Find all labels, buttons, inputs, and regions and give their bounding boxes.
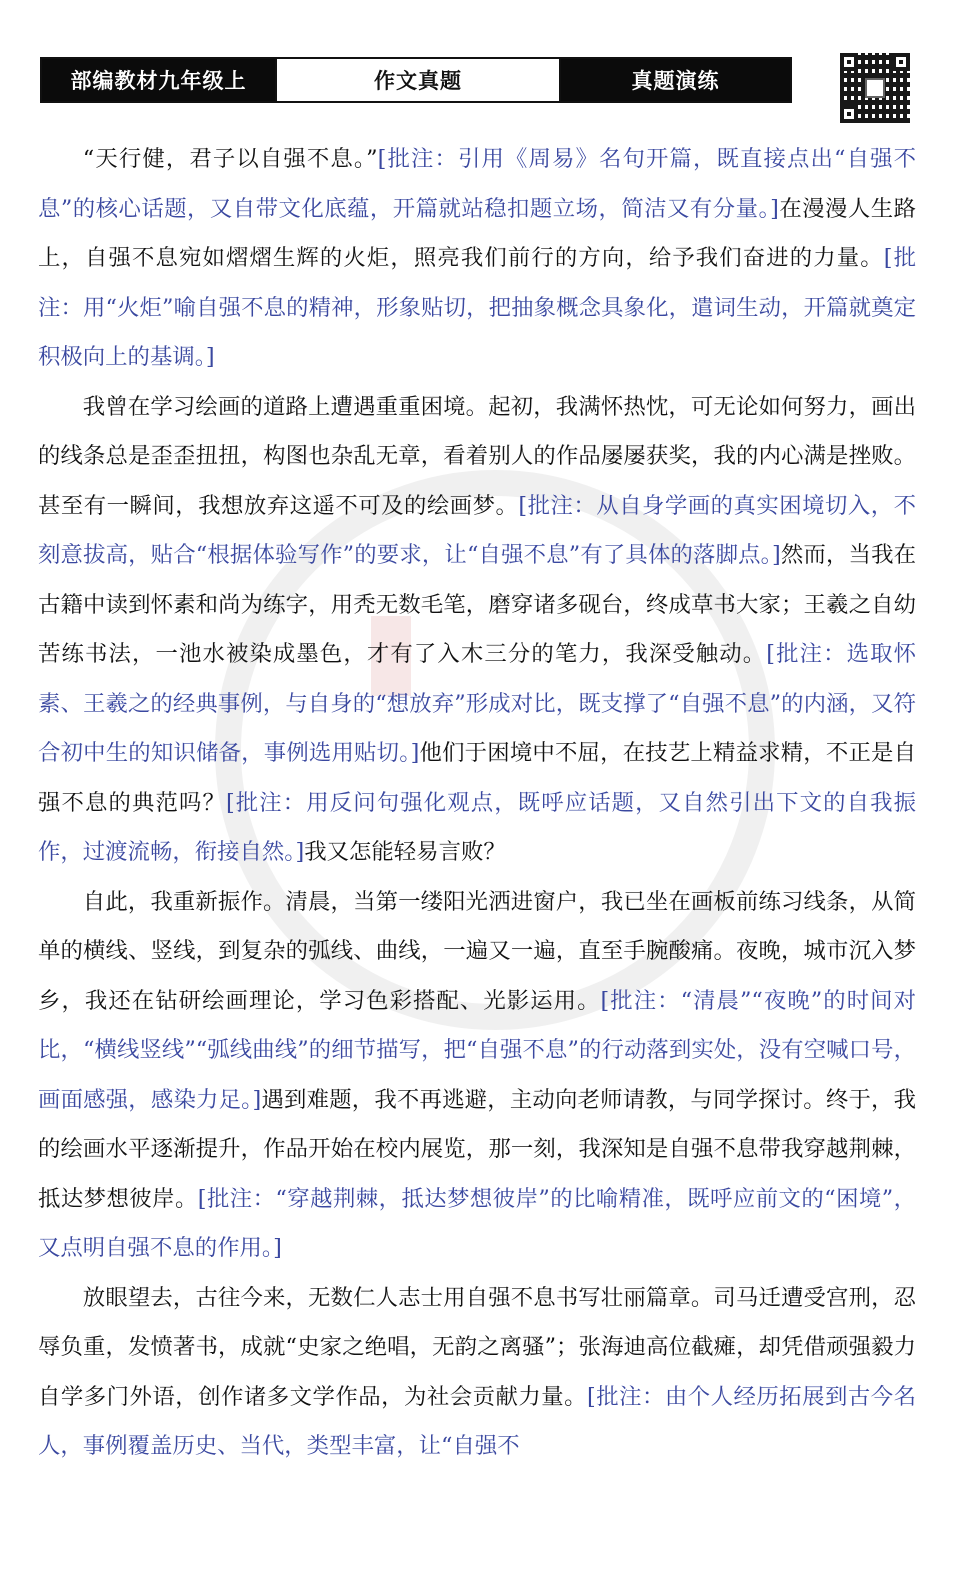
essay-text: 我又怎能轻易言败？ [304, 839, 506, 865]
essay-text: 他们于困境中不屈，在技艺上精益求精，不正是自强不息的典范吗？ [38, 740, 916, 816]
qr-logo-icon [865, 78, 885, 98]
annotation-note: [批注：引用《周易》名句开篇，既直接点出“自强不息”的核心话题，又自带文化底蕴，开篇就站稳扣题立场，简洁又有分量。] [38, 146, 916, 222]
annotation-note: [批注：选取怀素、王羲之的经典事例，与自身的“想放弃”形成对比，既支撑了“自强不息”的内涵，又符合初中生的知识储备，事例选用贴切。] [38, 641, 916, 766]
essay-paragraph [38, 135, 916, 383]
annotation-note: [批注：“清晨”“夜晚”的时间对比，“横线竖线”“弧线曲线”的细节描写，把“自强不息”的行动落到实处，没有空喊口号，画面感强，感染力足。] [38, 987, 916, 1113]
essay-text: “天行健，君子以自强不息。” [82, 146, 378, 172]
essay-text: 在漫漫人生路上，自强不息宛如熠熠生辉的火炬，照亮我们前行的方向，给予我们奋进的力量。 [38, 195, 916, 271]
header-grade-label: 部编教材九年级上 [42, 59, 275, 101]
annotation-note: [批注：用反问句强化观点，既呼应话题，又自然引出下文的自我振作，过渡流畅，衔接自然。] [38, 789, 916, 865]
qr-finder-icon [892, 53, 910, 71]
essay-text: 然而，当我在古籍中读到怀素和尚为练字，用秃无数毛笔，磨穿诸多砚台，终成草书大家；王羲之自幼苦练书法，一池水被染成墨色，才有了入木三分的笔力，我深受触动。 [38, 542, 917, 667]
essay-body [38, 135, 916, 1472]
annotation-note: [批注：用“火炬”喻自强不息的精神，形象贴切，把抽象概念具象化，遣词生动，开篇就奠定积极向上的基调。] [38, 245, 916, 370]
essay-paragraph [38, 383, 916, 878]
header-practice-label: 真题演练 [561, 59, 790, 101]
qr-finder-icon [840, 105, 858, 123]
qr-finder-icon [840, 53, 858, 71]
header-topic-label: 作文真题 [275, 59, 561, 101]
essay-paragraph [38, 878, 916, 1274]
essay-text: 遇到难题，我不再逃避，主动向老师请教，与同学探讨。终于，我的绘画水平逐渐提升，作品开始在校内展览，那一刻，我深知是自强不息带我穿越荆棘，抵达梦想彼岸。 [38, 1086, 916, 1212]
essay-text: 我曾在学习绘画的道路上遭遇重重困境。起初，我满怀热忱，可无论如何努力，画出的线条总是歪歪扭扭，构图也杂乱无章，看着别人的作品屡屡获奖，我的内心满是挫败。甚至有一瞬间，我想放弃这遥不可及的绘画梦。 [38, 393, 916, 519]
header-bar [40, 57, 792, 103]
qr-code-icon[interactable] [840, 53, 910, 123]
essay-text: 放眼望去，古往今来，无数仁人志士用自强不息书写壮丽篇章。司马迁遭受宫刑，忍辱负重，发愤著书，成就“史家之绝唱，无韵之离骚”；张海迪高位截瘫，却凭借顽强毅力自学多门外语，创作诸多文学作品，为社会贡献力量。 [38, 1284, 916, 1410]
annotation-note: [批注：由个人经历拓展到古今名人，事例覆盖历史、当代，类型丰富，让“自强不 [38, 1383, 916, 1459]
annotation-note: [批注：“穿越荆棘，抵达梦想彼岸”的比喻精准，既呼应前文的“困境”，又点明自强不息的作用。] [38, 1185, 916, 1261]
essay-text: 自此，我重新振作。清晨，当第一缕阳光洒进窗户，我已坐在画板前练习线条，从简单的横线、竖线，到复杂的弧线、曲线，一遍又一遍，直至手腕酸痛。夜晚，城市沉入梦乡，我还在钻研绘画理论，学习色彩搭配、光影运用。 [38, 888, 916, 1014]
annotation-note: [批注：从自身学画的真实困境切入，不刻意拔高，贴合“根据体验写作”的要求，让“自强不息”有了具体的落脚点。] [38, 492, 916, 568]
essay-paragraph [38, 1274, 916, 1472]
